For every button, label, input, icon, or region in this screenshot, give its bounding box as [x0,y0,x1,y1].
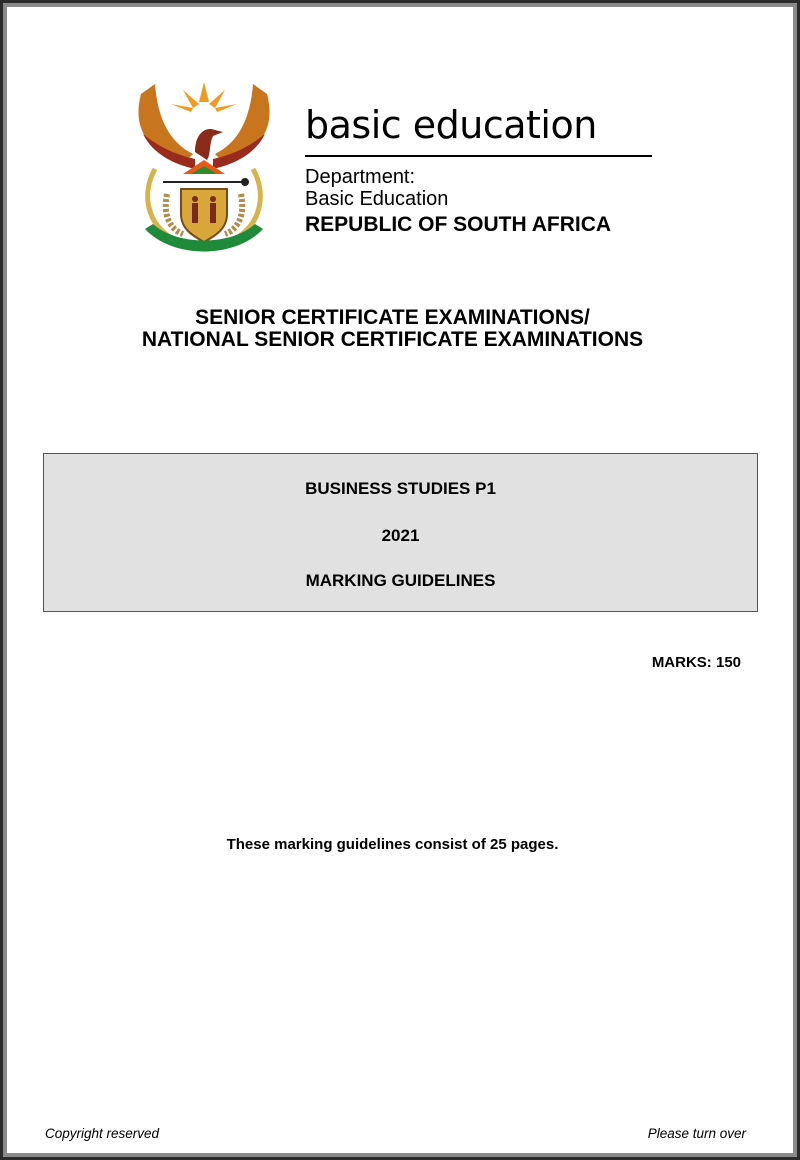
department-name [305,166,448,210]
wordmark: basic education [305,103,597,147]
document-type: MARKING GUIDELINES [305,571,496,590]
subject: BUSINESS STUDIES P1 [305,479,496,498]
footer-turn-over: Please turn over [647,1126,746,1141]
title-line1: SENIOR CERTIFICATE EXAMINATIONS/ [195,306,590,329]
department-line1: Department: [305,166,416,188]
exam-info-box [43,453,758,612]
coat-of-arms-logo [133,74,275,254]
wordmark-rule [305,155,652,157]
year: 2021 [381,526,420,545]
department-line2: Basic Education [305,188,449,210]
total-marks: MARKS: 150 [651,654,741,671]
country-name: REPUBLIC OF SOUTH AFRICA [305,213,612,236]
page-count-note: These marking guidelines consist of 25 pages. [226,836,559,853]
title-line2: NATIONAL SENIOR CERTIFICATE EXAMINATIONS [141,328,644,351]
footer-copyright: Copyright reserved [45,1126,160,1141]
